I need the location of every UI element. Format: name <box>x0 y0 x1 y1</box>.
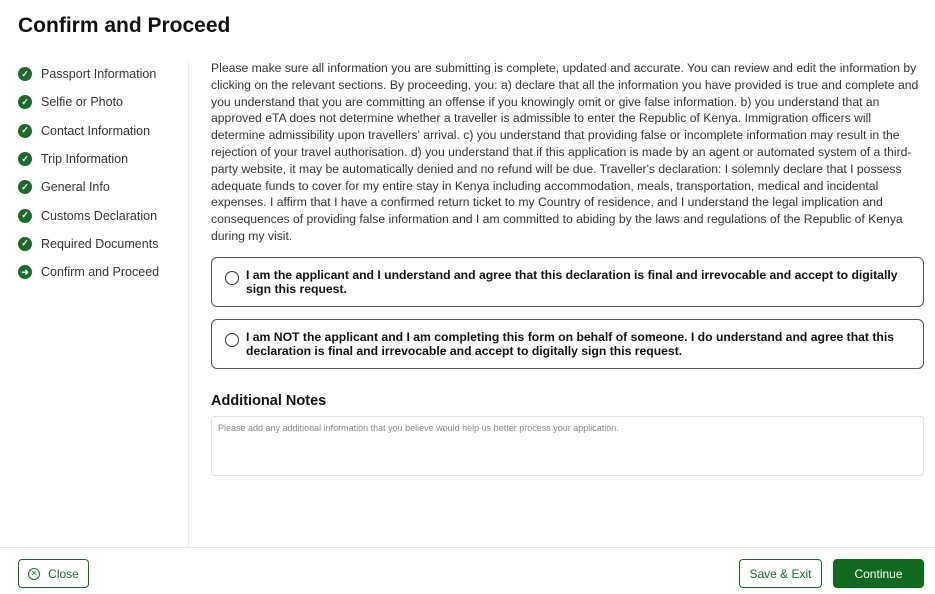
step-confirm-and-proceed[interactable] <box>18 258 188 286</box>
step-label: General Info <box>41 180 110 195</box>
step-required-documents[interactable] <box>18 230 188 258</box>
step-label: Trip Information <box>41 152 129 167</box>
step-sidebar <box>18 60 188 286</box>
check-circle-icon: ✓ <box>18 180 32 194</box>
check-circle-icon: ✓ <box>18 67 32 81</box>
close-circle-icon: ✕ <box>28 568 40 580</box>
page-title: Confirm and Proceed <box>18 14 231 37</box>
radio-button[interactable] <box>225 333 239 347</box>
option-label: I am the applicant and I understand and agree that this declaration is final and irrevocable and accept to digitally sign this request. <box>246 267 898 296</box>
additional-notes-heading: Additional Notes <box>211 392 327 409</box>
step-trip-information[interactable] <box>18 145 188 173</box>
footer-divider <box>0 547 935 548</box>
step-passport-information[interactable] <box>18 60 188 88</box>
check-circle-icon: ✓ <box>18 124 32 138</box>
radio-button[interactable] <box>225 271 239 285</box>
close-label: Close <box>48 566 79 581</box>
option-label: I am NOT the applicant and I am completing this form on behalf of someone. I do understand and agree that this declaration is final and irrevocable and accept to digitally sign this request. <box>246 329 895 358</box>
step-label: Contact Information <box>41 123 151 138</box>
sidebar-divider <box>188 60 189 547</box>
check-circle-icon: ✓ <box>18 209 32 223</box>
save-exit-button[interactable]: Save & Exit <box>739 559 822 588</box>
step-label: Confirm and Proceed <box>41 265 160 280</box>
main-content <box>211 60 924 481</box>
check-circle-icon: ✓ <box>18 95 32 109</box>
step-label: Required Documents <box>41 236 159 251</box>
step-contact-information[interactable] <box>18 117 188 145</box>
declaration-text: Please make sure all information you are submitting is complete, updated and accurate. You can review and edit the information by clicking on the relevant sections. By proceeding, you: a) declare that all the information you have provided is true and complete and you understand that you are committing an offense if you knowingly omit or give false information. b) you understand that an approved eTA does not determine whether a traveller is admissible to enter the Republic of Kenya. Immigration officers will determine admissibility upon travellers' arrival. c) you understand that providing false or incomplete information may result in the rejection of your travel authorisation. d) you understand that if this application is made by an agent or automated system of a third-party website, it may be automatically denied and no refund will be due. Traveller's declaration: I solemnly declare that I possess adequate funds to cover for my entire stay in Kenya including accommodation, meals, transportation, medical and incidental expenses. I affirm that I have a confirmed return ticket to my Country of residence, and I understand the legal implication and consequences of providing false information and I am committed to abiding by the laws and regulations of the Republic of Kenya during my visit. <box>211 61 919 243</box>
on-behalf-option[interactable] <box>211 319 924 369</box>
step-general-info[interactable] <box>18 173 188 201</box>
step-label: Selfie or Photo <box>41 95 123 110</box>
applicant-option[interactable] <box>211 257 924 307</box>
step-label: Customs Declaration <box>41 208 158 223</box>
check-circle-icon: ✓ <box>18 152 32 166</box>
check-circle-icon: ✓ <box>18 237 32 251</box>
step-label: Passport Information <box>41 67 157 82</box>
step-selfie-or-photo[interactable] <box>18 88 188 116</box>
continue-button[interactable]: Continue <box>833 559 924 588</box>
additional-notes-input[interactable] <box>211 416 924 476</box>
close-button[interactable] <box>18 559 89 588</box>
step-customs-declaration[interactable] <box>18 201 188 229</box>
arrow-right-circle-icon: ➜ <box>18 265 32 279</box>
